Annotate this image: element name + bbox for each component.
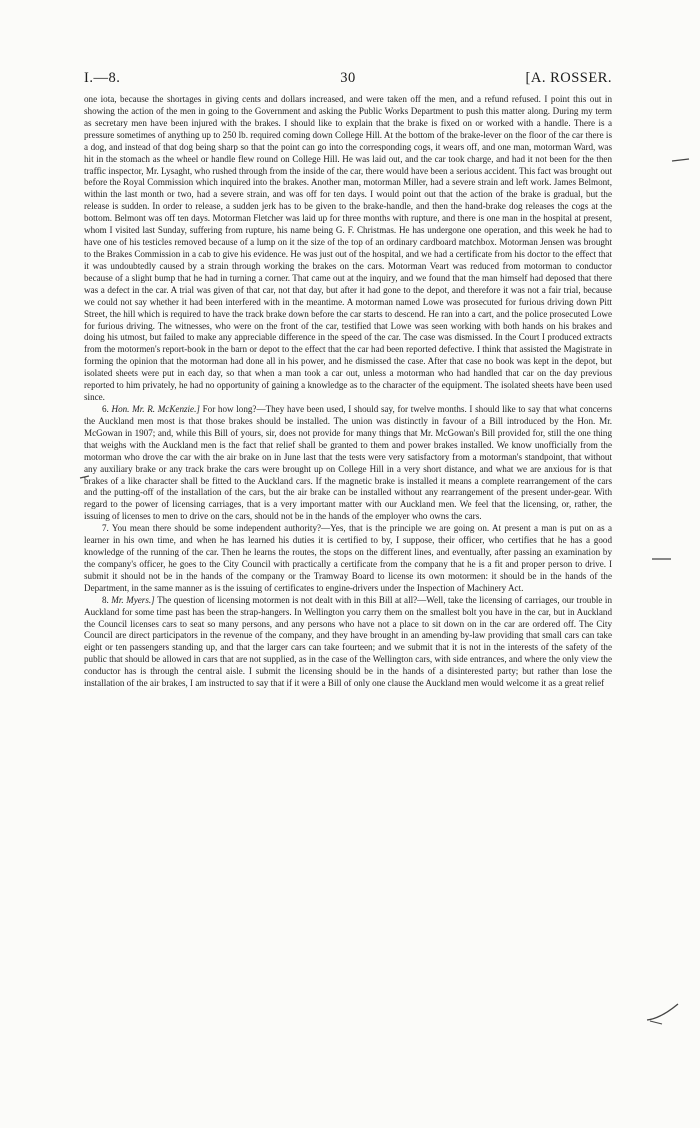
question-paragraph [84,595,612,690]
page-header [84,70,612,92]
margin-mark-icon [78,472,92,482]
speaker-name: Hon. Mr. R. McKenzie.] [111,403,203,414]
question-number: 7. [102,523,112,534]
question-number: 6. [102,403,112,414]
page-number: 30 [340,70,356,86]
margin-mark-icon [650,555,674,563]
question-number: 8. [102,594,112,605]
evidence-text [84,94,612,690]
paragraph-text: one iota, because the shortages in giving cents and dollars increased, and were taken off the men, and a refund refused. I point this out in showing the action of the men in going to the Government and asking the Public Works Department to push this matter along. During my term as secretary men have been injured with the brakes. I should like to explain that the brake is fixed on or worked with a handle. There is a pressure sometimes of anything up to 250 lb. required coming down College Hill. At the bottom of the brake-lever on the floor of the car there is a dog, and instead of that dog being sharp so that the point can go into the corresponding cogs, it wears off, and one man, motorman Ward, was hit in the stomach as the wheel or handle flew round on College Hill. He was laid out, and the car took charge, and had it not been for the then traffic inspector, Mr. Lysaght, who rushed through from the inside of the car, there would have been a serious accident. This fact was brought out before the Royal Commission which inquired into the brakes. Another man, motorman Miller, had a severe strain and left work. James Belmont, within the last month or two, had a severe strain, and was off for ten days. I would point out that the action of the brake is gradual, but the release is sudden. In order to release, a sudden jerk has to be given to the brake-handle, and then the hand-brake dog releases the cogs at the bottom. Belmont was off ten days. Motorman Fletcher was laid up for three months with rupture, and there is one man in the hospital at present, whom I visited last Sunday, suffering from rupture, his name being G. F. Christmas. He has undergone one operation, and this week he had to have one of his testicles removed because of a lump on it the size of the top of an ordinary cardboard matchbox. Motorman Jensen was brought to the Brakes Commission in a cab to give his evidence. He was just out of the hospital, and we had a certificate from his doctor to the effect that it was undoubtedly caused by a strain through working the brakes on the cars. Motorman Veart was reduced from motorman to conductor because of a slight bump that he had in turning a corner. That came out at the inquiry, and we found that the man himself had deposed that there was a defect in the car. A trial was given of that car, not that day, but after it had gone to the depot, and therefore it was not a fair trial, because we could not say whether it had been interfered with in the meantime. A motorman named Lowe was prosecuted for furious driving down Pitt Street, the hill which is required to have the track brake down before the car starts to descend. He ran into a cart, and the police prosecuted Lowe for furious driving. The witnesses, who were on the front of the car, testified that Lowe was seen working with both hands on his brakes and doing his utmost, but failed to make any appreciable difference in the speed of the car. The case was dismissed. In the Court I produced extracts from the motormen's report-book in the barn or depot to the effect that the car had been reported defective. I think that assisted the Magistrate in forming the opinion that the motorman had done all in his power, and he dismissed the case. After that case no book was kept in the depot, but isolated sheets were put in each day, so that when a man took a car out, unless a motorman who had handled that car on the day previous reported to him privately, he had no opportunity of gaining a knowledge as to the character of the equipment. The isolated sheets have been used since. [84,94,612,403]
paragraph-text: You mean there should be some independent authority?—Yes, that is the principle we are going on. At present a man is put on as a learner in his own time, and when he has learned his duties it is certified to by, I suppose, their officer, who certifies that he has a good knowledge of the running of the car. Then he learns the routes, the stops on the different lines, and eventually, after passing an examination by the company's officer, he goes to the City Council with practically a certificate from the company that he is a fit and proper person to drive. I submit it should not be in the hands of the company or the Tramway Board to license its own motormen: it should be in the hands of the Department, in the same manner as is the issuing of certificates to engine-drivers under the Inspection of Machinery Act. [84,523,612,593]
margin-mark-icon [670,156,692,164]
question-paragraph [84,404,612,523]
paragraph-text: The question of licensing motormen is not dealt with in this Bill at all?—Well, take the licensing of carriages, our trouble in Auckland for some time past has been the strap-hangers. In Wellington you carry them on the smallest bolt you have in the car, but in Auckland the Council licenses cars to seat so many persons, and any persons who have not a place to sit down on in the car are ordered off. The City Council are direct participators in the revenue of the company, and they have brought in an amending by-law providing that small cars can take eight or ten passengers standing up, and that the larger cars can take fourteen; and we submit that it is not in the interests of the safety of the public that should be allowed in cars that are not supplied, as in the case of the Wellington cars, with side entrances, and where the only view the conductor has is through the central aisle. I submit the licensing should be in the hands of a disinterested party; but rather than lose the installation of the air brakes, I am instructed to say that if it were a Bill of only one clause the Auckland men would welcome it as a great relief [84,594,612,689]
paragraph-continuation [84,94,612,404]
margin-mark-icon [644,1000,682,1034]
witness-name: [A. ROSSER. [525,70,612,86]
question-paragraph [84,523,612,595]
speaker-name: Mr. Myers.] [111,594,158,605]
paragraph-text: For how long?—They have been used, I should say, for twelve months. I should like to say that what concerns the Auckland men most is that those brakes should be installed. The union was distinctly in favour of a Bill introduced by the Hon. Mr. McGowan in 1907; and, while this Bill of yours, sir, does not provide for many things that Mr. McGowan's Bill provided for, still the one thing that weighs with the Auckland men is the fact that relief shall be granted to them and power brakes installed. We know unofficially from the motorman who drove the car with the air brake on in June last that the tests were very satisfactory from a motorman's standpoint, that without any auxiliary brake or any track brake the cars were brought up on College Hill in a very short distance, and what we are anxious for is that brakes of a like character shall be fitted to the Auckland cars. If the magnetic brake is installed it means a complete rearrangement of the cars and the putting-off of the installation of the cars, but the air brake can be installed without any rearrangement of the present under-gear. With regard to the power of licensing carriages, that is a very important matter with our Auckland men. We feel that the licensing, or, rather, the issuing of licenses to men to drive on the cars, should not be in the hands of the employer who owns the cars. [84,403,612,522]
document-reference: I.—8. [84,70,121,86]
